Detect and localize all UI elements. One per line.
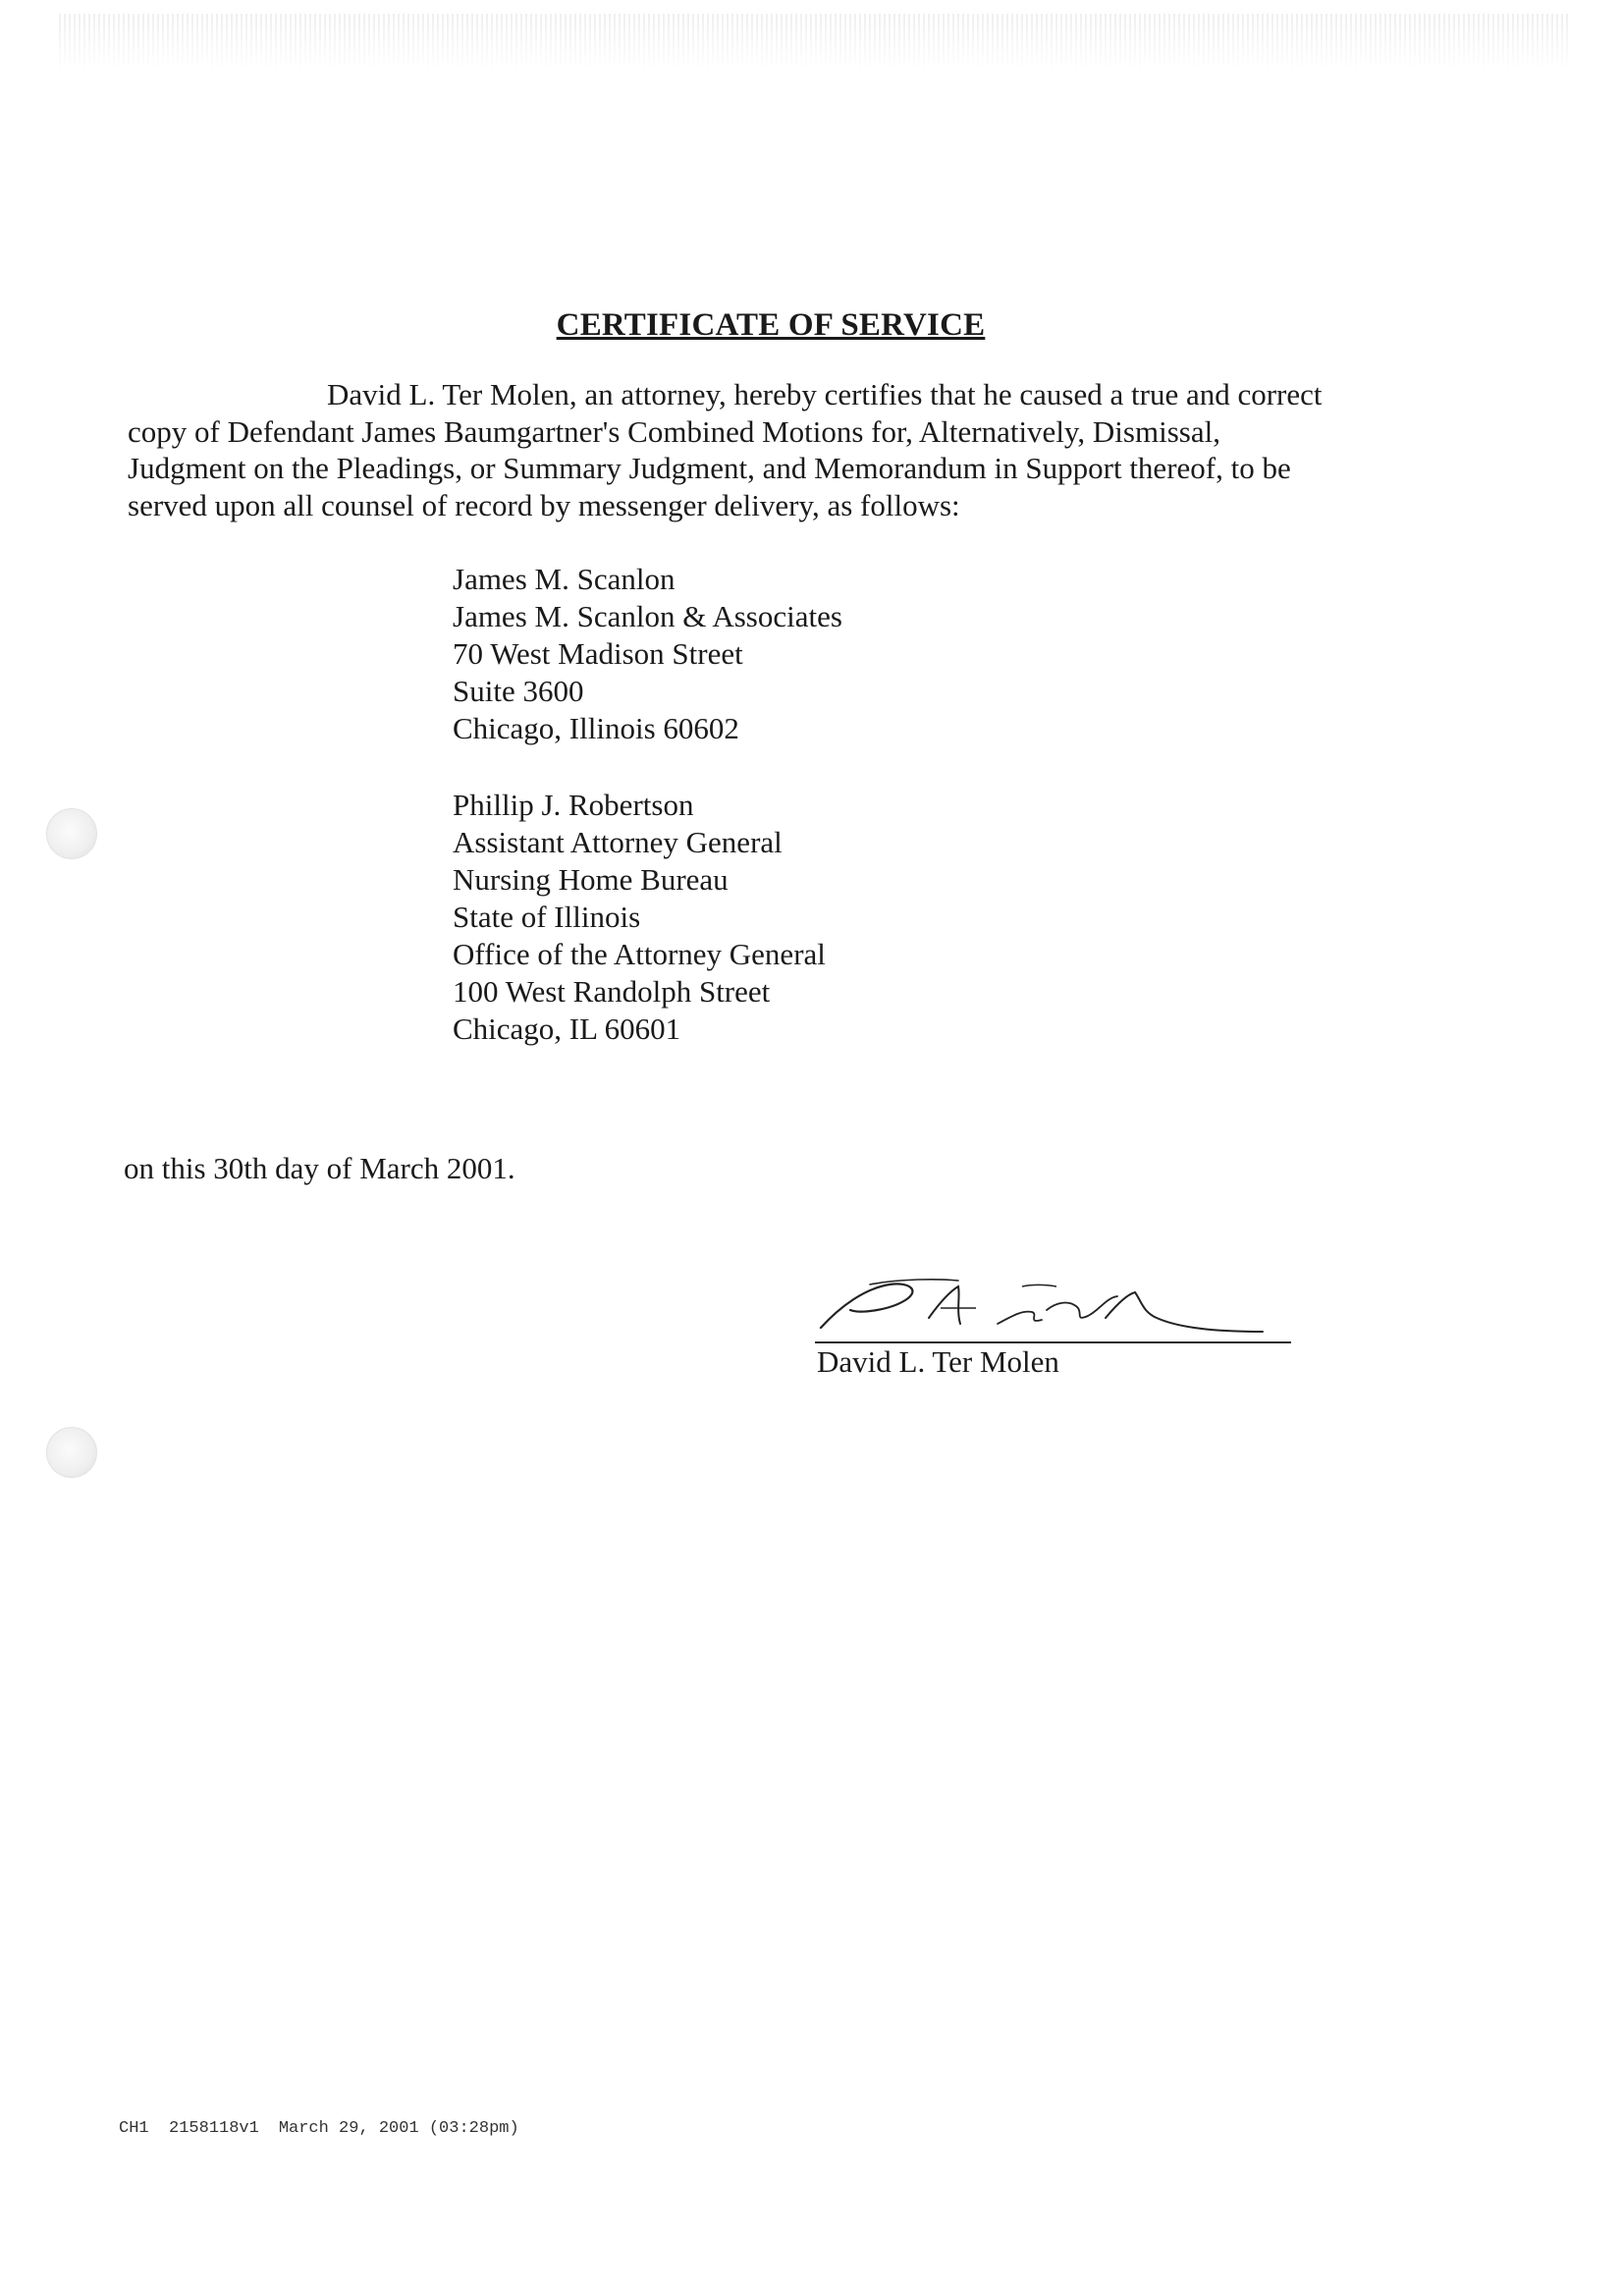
recipient-address-robertson — [453, 787, 826, 1048]
signer-name: David L. Ter Molen — [817, 1344, 1059, 1379]
signature-line — [815, 1341, 1291, 1343]
paragraph-line-3: Judgment on the Pleadings, or Summary Judgment, and Memorandum in Support thereof, to be — [128, 451, 1291, 485]
footer-doc-id: CH1 2158118v1 — [119, 2119, 259, 2138]
certification-paragraph — [128, 376, 1424, 523]
address-line: James M. Scanlon & Associates — [453, 599, 842, 633]
document-title: CERTIFICATE OF SERVICE — [556, 307, 986, 343]
address-line: Nursing Home Bureau — [453, 862, 729, 897]
footer-timestamp: March 29, 2001 (03:28pm) — [278, 2119, 519, 2138]
address-line: Chicago, Illinois 60602 — [453, 711, 739, 745]
address-line: 100 West Randolph Street — [453, 974, 771, 1009]
paragraph-line-1: David L. Ter Molen, an attorney, hereby certifies that he caused a true and correct — [327, 377, 1323, 411]
service-date-line: on this 30th day of March 2001. — [124, 1151, 515, 1185]
address-line: Suite 3600 — [453, 674, 584, 708]
punch-hole-bottom — [46, 1427, 97, 1478]
handwritten-signature — [811, 1267, 1292, 1336]
address-line: Phillip J. Robertson — [453, 788, 694, 822]
address-line: Assistant Attorney General — [453, 825, 783, 859]
address-line: 70 West Madison Street — [453, 636, 743, 671]
address-line: Chicago, IL 60601 — [453, 1011, 681, 1046]
scan-header-artifact — [59, 14, 1571, 73]
address-line: Office of the Attorney General — [453, 937, 826, 971]
document-footer — [119, 2119, 539, 2138]
paragraph-line-4: served upon all counsel of record by messenger delivery, as follows: — [128, 487, 960, 522]
recipient-address-scanlon — [453, 561, 842, 747]
address-line: State of Illinois — [453, 900, 641, 934]
address-line: James M. Scanlon — [453, 562, 676, 596]
punch-hole-top — [46, 808, 97, 859]
paragraph-line-2: copy of Defendant James Baumgartner's Combined Motions for, Alternatively, Dismissal, — [128, 413, 1220, 449]
